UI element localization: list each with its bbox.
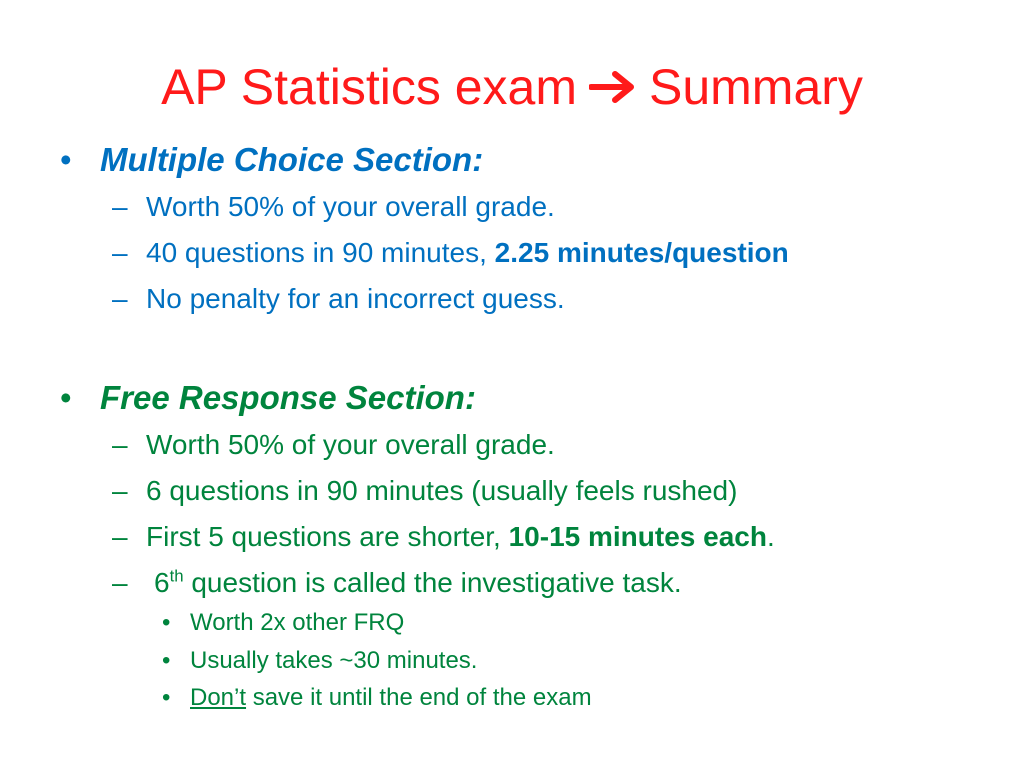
fr-item-short-emphasis: 10-15 minutes each [508, 521, 767, 552]
fr-heading-text: Free Response Section: [100, 379, 476, 416]
mc-item-weight [112, 188, 555, 226]
dash-icon: – [112, 475, 128, 506]
fr-item-weight-text: Worth 50% of your overall grade. [146, 429, 555, 460]
slide-title [0, 52, 1024, 126]
fr-item-short-suffix: . [766, 521, 775, 552]
bullet-icon: • [60, 141, 72, 178]
bullet-icon: • [162, 647, 171, 674]
bullet-icon: • [60, 379, 72, 416]
fr-item-weight [112, 426, 555, 464]
right-arrow-icon [589, 52, 637, 122]
dash-icon: – [112, 191, 128, 222]
mc-item-timing [112, 234, 789, 272]
dash-icon: – [112, 237, 128, 268]
bullet-icon: • [162, 684, 171, 711]
fr-sub-worth-text: Worth 2x other FRQ [190, 609, 405, 636]
fr-sub-dont-underlined: Don’t [190, 684, 247, 711]
mc-item-penalty [112, 280, 565, 318]
bullet-icon: • [162, 609, 171, 636]
dash-icon: – [112, 429, 128, 460]
fr-item-count [112, 472, 737, 510]
fr-item-short [112, 518, 775, 556]
dash-icon: – [112, 521, 128, 552]
mc-item-weight-text: Worth 50% of your overall grade. [146, 191, 555, 222]
fr-item-short-text: First 5 questions are shorter, [146, 521, 509, 552]
fr-item-investigative [112, 564, 682, 602]
mc-item-penalty-text: No penalty for an incorrect guess. [146, 283, 565, 314]
fr-sub-dont-text: save it until the end of the exam [246, 684, 592, 711]
fr-heading [60, 376, 476, 420]
fr-sub-worth [162, 607, 404, 639]
fr-item-investigative-num: 6 [154, 567, 170, 598]
fr-sub-time-text: Usually takes ~30 minutes. [190, 647, 478, 674]
dash-icon: – [112, 283, 128, 314]
fr-item-investigative-text: question is called the investigative task. [183, 567, 682, 598]
fr-item-investigative-sup: th [169, 566, 184, 586]
title-left-text: AP Statistics exam [161, 59, 577, 115]
fr-sub-time [162, 645, 477, 677]
mc-item-timing-text: 40 questions in 90 minutes, [146, 237, 495, 268]
mc-heading [60, 138, 483, 182]
fr-item-count-text: 6 questions in 90 minutes (usually feels rushed) [146, 475, 738, 506]
dash-icon: – [112, 567, 128, 598]
mc-heading-text: Multiple Choice Section: [100, 141, 484, 178]
mc-item-timing-emphasis: 2.25 minutes/question [494, 237, 789, 268]
fr-sub-dont-save [162, 682, 592, 714]
title-right-text: Summary [648, 59, 863, 115]
